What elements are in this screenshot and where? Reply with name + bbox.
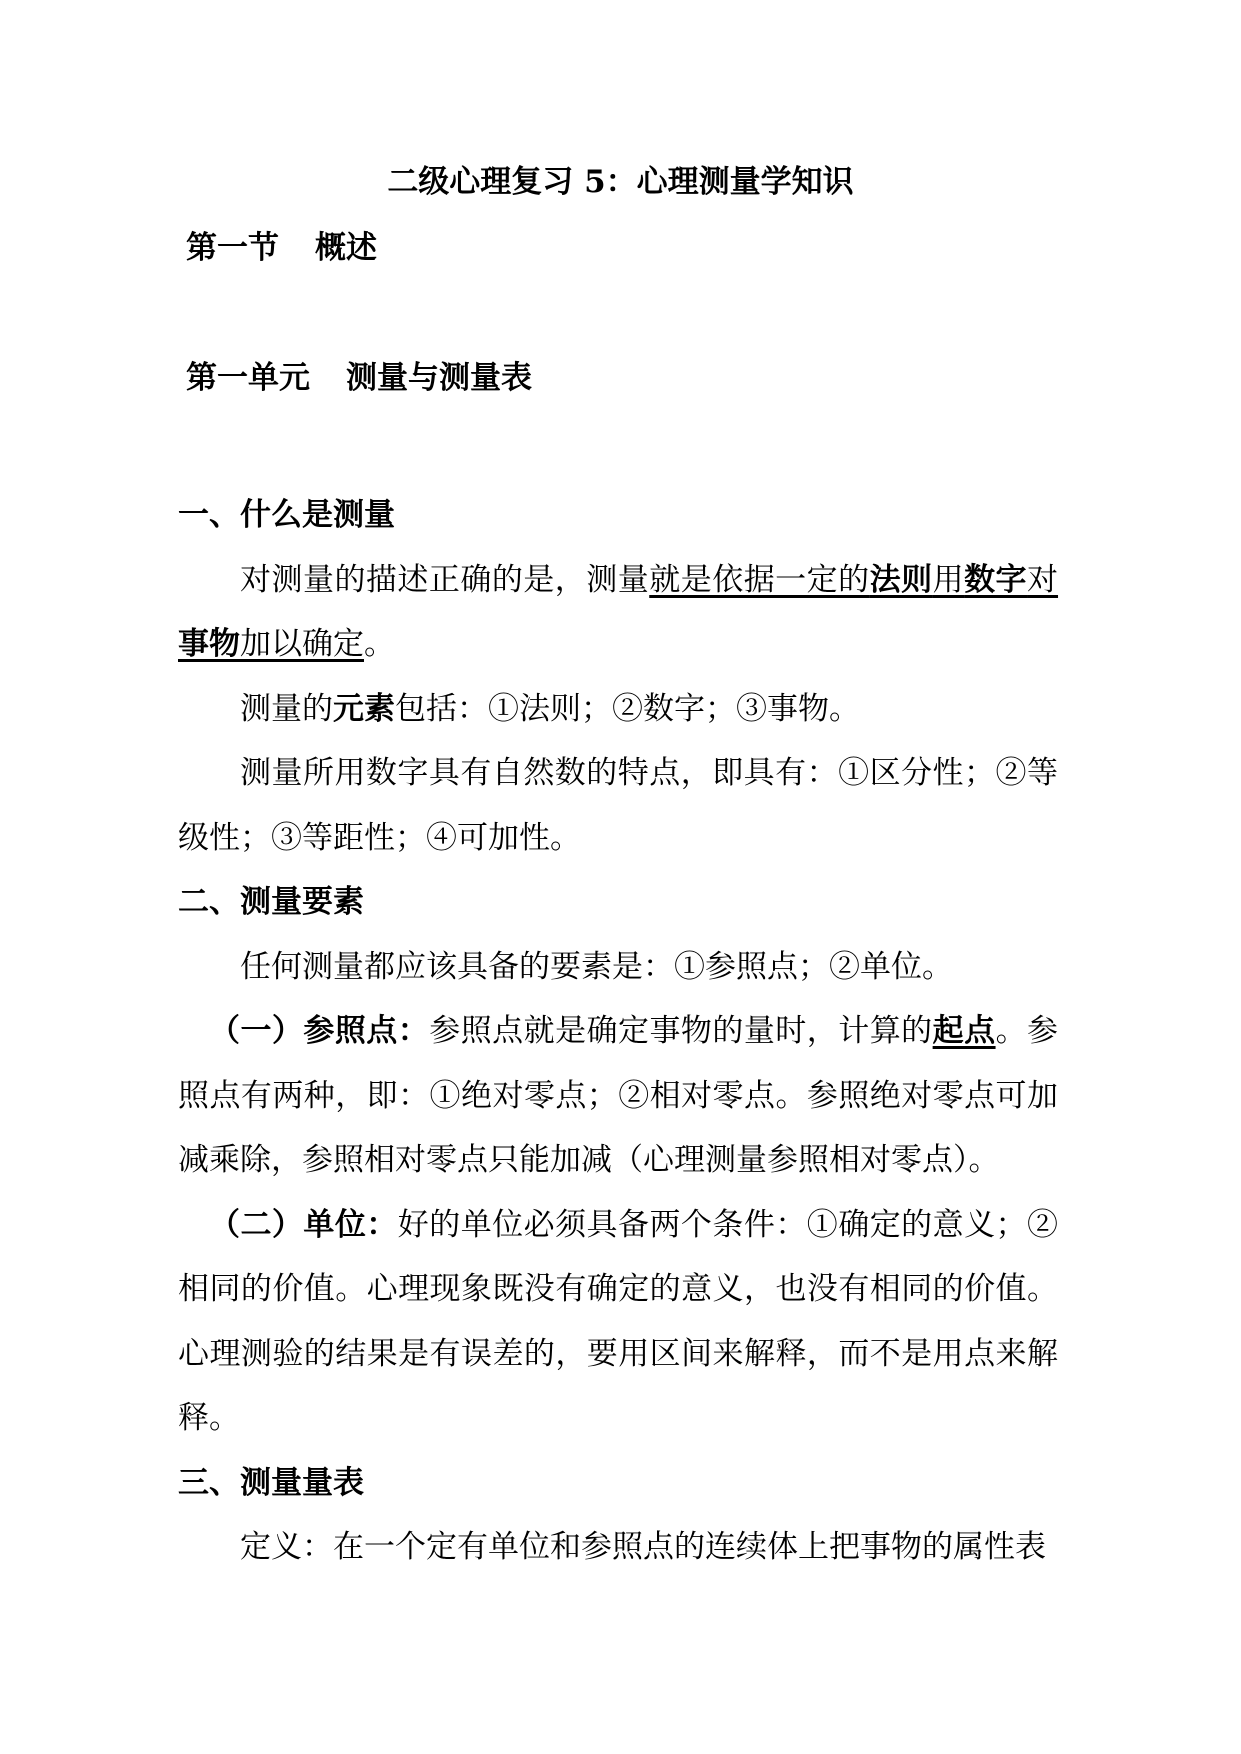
document-title: 二级心理复习 5：心理测量学知识 (387, 164, 854, 200)
paragraph-unit: （二）单位：好的单位必须具备两个条件：①确定的意义；②相同的价值。心理现象既没有确定的意义，也没有相同的价值。心理测验的结果是有误差的，要用区间来解释，而不是用点来解释。 (178, 1206, 1059, 1436)
underlined-definition: 就是依据一定的法则用数字对事物加以确定 (178, 561, 1059, 662)
heading-measurement-factors: 二、测量要素 (178, 884, 364, 920)
section-label: 第一节 (186, 230, 279, 266)
paragraph-measurement-definition: 对测量的描述正确的是，测量就是依据一定的法则用数字对事物加以确定。 (178, 561, 1059, 662)
document-body (178, 483, 1058, 1580)
paragraph-scale-definition: 定义：在一个定有单位和参照点的连续体上把事物的属性表 (240, 1529, 1046, 1565)
paragraph-required-factors: 任何测量都应该具备的要素是：①参照点；②单位。 (240, 948, 953, 985)
heading-what-is-measurement: 一、什么是测量 (178, 497, 395, 533)
section-name: 概述 (315, 230, 377, 266)
unit-heading (186, 356, 532, 400)
unit-label: 第一单元 (186, 360, 310, 396)
heading-measurement-scale: 三、测量量表 (178, 1464, 364, 1501)
paragraph-number-properties: 测量所用数字具有自然数的特点，即具有：①区分性；②等级性；③等距性；④可加性。 (178, 755, 1058, 856)
section-heading (186, 226, 377, 270)
paragraph-reference-point: （一）参照点：参照点就是确定事物的量时，计算的起点。参照点有两种，即：①绝对零点；②相对零点。参照绝对零点可加减乘除，参照相对零点只能加减（心理测量参照相对零点）。 (178, 1013, 1059, 1178)
paragraph-measurement-elements: 测量的元素包括：①法则；②数字；③事物。 (240, 690, 860, 727)
unit-name: 测量与测量表 (346, 360, 532, 396)
